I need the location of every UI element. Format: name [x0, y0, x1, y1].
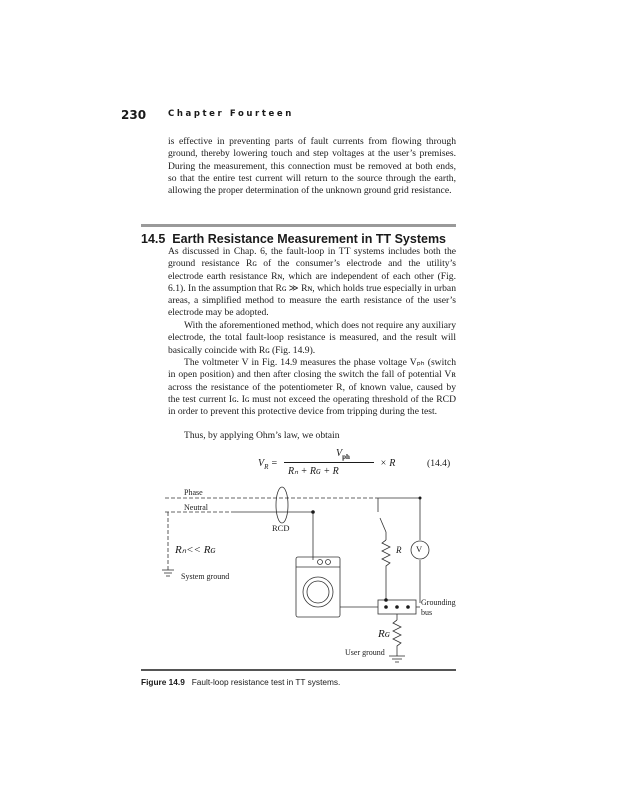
paragraph-1: As discussed in Chap. 6, the fault-loop in TT systems includes both the ground resistance Rɢ of the consumer’s electrode and the utility’s electrode earth resistance Rɴ, which are independent of each other (Fig. 6.1). In the assumption that Rɢ ≫ Rɴ, which holds true especially in urban areas, a simplified method to measure the earth resistance of the user’s electrode may be adopted.: [168, 246, 456, 319]
label-bus: bus: [421, 608, 433, 617]
rg-resistor: [393, 620, 401, 656]
paragraph-2: With the aforementioned method, which does not require any auxiliary electrode, the total fault-loop resistance is measured, and the result will basically coincide with Rɢ (Fig. 14.9).: [168, 320, 456, 356]
paragraph-3: The voltmeter V in Fig. 14.9 measures the phase voltage Vₚₕ (switch in open position) and then after closing the switch the fall of potential Vʀ across the resistance of the potentiometer R, of known value, caused by the test current Iɢ. Iɢ must not exceed the operating threshold of the RCD in order to prevent this protective device from tripping during the test.: [168, 357, 456, 418]
section-number: 14.5: [141, 232, 166, 246]
eq-lhs: $V_R$ =: [258, 458, 278, 471]
caption-rule: [141, 669, 456, 671]
label-v: V: [416, 544, 423, 554]
eq-times-r: × R: [380, 458, 396, 469]
chapter-title: Chapter Fourteen: [168, 109, 294, 119]
label-system-ground: System ground: [181, 572, 230, 581]
label-rg: Rɢ: [378, 628, 391, 640]
switch: [380, 518, 386, 532]
label-rn-rg: Rₙ<< Rɢ: [175, 544, 216, 556]
potentiometer-r: [382, 540, 390, 600]
figure-caption: [141, 677, 340, 687]
section-title: Earth Resistance Measurement in TT Systems: [172, 232, 447, 246]
washing-machine: [296, 557, 340, 617]
equation-number: (14.4): [427, 458, 451, 469]
page-number: 230: [121, 108, 147, 122]
label-neutral: Neutral: [184, 503, 208, 512]
paragraph-4: Thus, by applying Ohm’s law, we obtain: [184, 430, 340, 441]
label-rcd: RCD: [272, 523, 290, 533]
eq-numerator: $V_{ph}$: [336, 448, 350, 461]
intro-paragraph: is effective in preventing parts of fault currents from flowing through ground, thereby lowering touch and step voltages at the user’s premises. During the measurement, this connection must be removed at both ends, so that the entire test current will return to the source through the earth, allowing the proper determination of the unknown ground grid resistance.: [168, 136, 456, 197]
eq-denominator: Rₙ + Rɢ + R: [288, 466, 339, 477]
rcd-symbol: [276, 487, 288, 523]
label-phase: Phase: [184, 488, 203, 497]
label-r: R: [396, 545, 402, 555]
label-user-ground: User ground: [345, 648, 385, 657]
caption-label: Figure 14.9: [141, 677, 185, 687]
label-grounding: Grounding: [421, 598, 456, 607]
caption-text: Fault-loop resistance test in TT systems.: [191, 677, 341, 687]
